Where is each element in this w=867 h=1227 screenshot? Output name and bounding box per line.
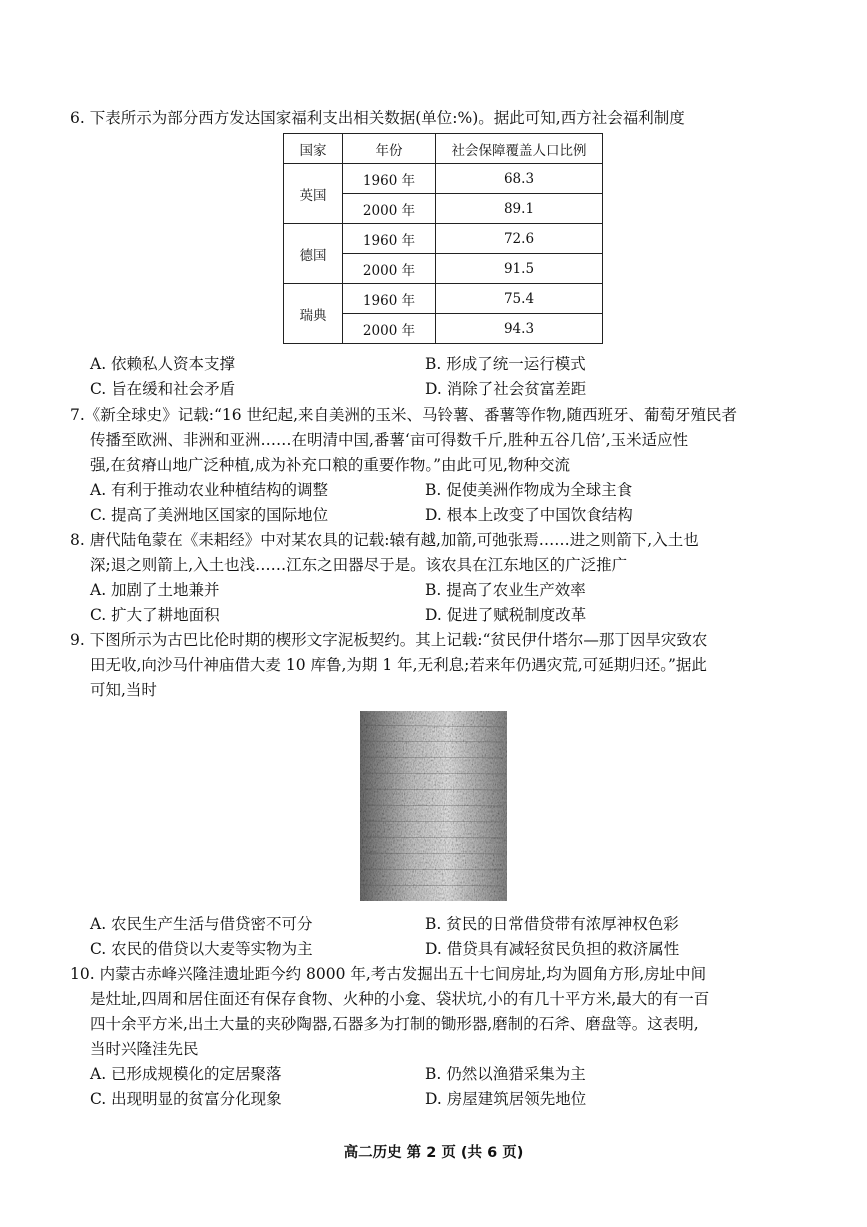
- table-row: [284, 164, 603, 194]
- year-cell: 1960 年: [343, 164, 436, 194]
- q9-line: 可知,当时: [90, 681, 157, 699]
- header-country: 国家: [284, 134, 343, 164]
- table-row: [284, 284, 603, 314]
- q6-option-a: A. 依赖私人资本支撑: [90, 355, 236, 373]
- q8-option-b: B. 提高了农业生产效率: [425, 581, 586, 599]
- q10-option-c: C. 出现明显的贫富分化现象: [90, 1090, 282, 1108]
- q10-option-b: B. 仍然以渔猎采集为主: [425, 1065, 586, 1083]
- value-cell: 68.3: [436, 164, 603, 194]
- year-cell: 2000 年: [343, 314, 436, 344]
- year-cell: 1960 年: [343, 224, 436, 254]
- q10-line: 10. 内蒙古赤峰兴隆洼遗址距今约 8000 年,考古发掘出五十七间房址,均为圆角方形,房址中间: [70, 965, 707, 983]
- q7-option-b: B. 促使美洲作物成为全球主食: [425, 481, 633, 499]
- value-cell: 75.4: [436, 284, 603, 314]
- value-cell: 91.5: [436, 254, 603, 284]
- table-header-row: [284, 134, 603, 164]
- q7-line: 7.《新全球史》记载:“16 世纪起,来自美洲的玉米、马铃薯、番薯等作物,随西班牙、葡萄牙殖民者: [70, 406, 737, 424]
- q8-line: 深;退之则箭上,入土也浅……江东之田器尽于是。该农具在江东地区的广泛推广: [90, 556, 628, 574]
- value-cell: 94.3: [436, 314, 603, 344]
- q10-line: 当时兴隆洼先民: [90, 1040, 199, 1058]
- q10-line: 四十余平方米,出土大量的夹砂陶器,石器多为打制的锄形器,磨制的石斧、磨盘等。这表明,: [90, 1015, 699, 1033]
- q8-line: 8. 唐代陆龟蒙在《耒耜经》中对某农具的记载:辕有越,加箭,可弛张焉……进之则箭下,入土也: [70, 531, 699, 549]
- year-cell: 2000 年: [343, 254, 436, 284]
- q8-option-d: D. 促进了赋税制度改革: [425, 606, 587, 624]
- q9-line: 田无收,向沙马什神庙借大麦 10 库鲁,为期 1 年,无利息;若来年仍遇灾荒,可延期归还。”据此: [90, 656, 707, 674]
- q6-option-c: C. 旨在缓和社会矛盾: [90, 380, 236, 398]
- q9-option-b: B. 贫民的日常借贷带有浓厚神权色彩: [425, 915, 679, 933]
- q7-option-d: D. 根本上改变了中国饮食结构: [425, 506, 633, 524]
- q7-option-a: A. 有利于推动农业种植结构的调整: [90, 481, 329, 499]
- header-coverage: 社会保障覆盖人口比例: [436, 134, 603, 164]
- cuneiform-tablet-image: [360, 711, 507, 901]
- page-footer: 高二历史 第 2 页 (共 6 页): [343, 1145, 524, 1161]
- q10-option-d: D. 房屋建筑居领先地位: [425, 1090, 587, 1108]
- q8-option-a: A. 加剧了土地兼并: [90, 581, 220, 599]
- year-cell: 2000 年: [343, 194, 436, 224]
- country-cell: 德国: [284, 224, 343, 284]
- value-cell: 89.1: [436, 194, 603, 224]
- q7-line: 强,在贫瘠山地广泛种植,成为补充口粮的重要作物。”由此可见,物种交流: [90, 456, 570, 474]
- q9-option-d: D. 借贷具有减轻贫民负担的救济属性: [425, 940, 680, 958]
- welfare-table: [283, 133, 603, 344]
- q7-line: 传播至欧洲、非洲和亚洲……在明清中国,番薯‘亩可得数千斤,胜种五谷几倍’,玉米适应性: [90, 431, 689, 449]
- q9-option-a: A. 农民生产生活与借贷密不可分: [90, 915, 313, 933]
- header-year: 年份: [343, 134, 436, 164]
- q6-option-d: D. 消除了社会贫富差距: [425, 380, 587, 398]
- q9-option-c: C. 农民的借贷以大麦等实物为主: [90, 940, 313, 958]
- country-cell: 瑞典: [284, 284, 343, 344]
- q10-option-a: A. 已形成规模化的定居聚落: [90, 1065, 282, 1083]
- year-cell: 1960 年: [343, 284, 436, 314]
- q8-option-c: C. 扩大了耕地面积: [90, 606, 220, 624]
- q7-option-c: C. 提高了美洲地区国家的国际地位: [90, 506, 329, 524]
- q6-option-b: B. 形成了统一运行模式: [425, 355, 586, 373]
- q6-stem: 6. 下表所示为部分西方发达国家福利支出相关数据(单位:%)。据此可知,西方社会福利制度: [70, 109, 685, 127]
- q9-line: 9. 下图所示为古巴比伦时期的楔形文字泥板契约。其上记载:“贫民伊什塔尔—那丁因旱灾致农: [70, 631, 708, 649]
- value-cell: 72.6: [436, 224, 603, 254]
- q10-line: 是灶址,四周和居住面还有保存食物、火种的小龛、袋状坑,小的有几十平方米,最大的有一百: [90, 990, 710, 1008]
- table-row: [284, 224, 603, 254]
- country-cell: 英国: [284, 164, 343, 224]
